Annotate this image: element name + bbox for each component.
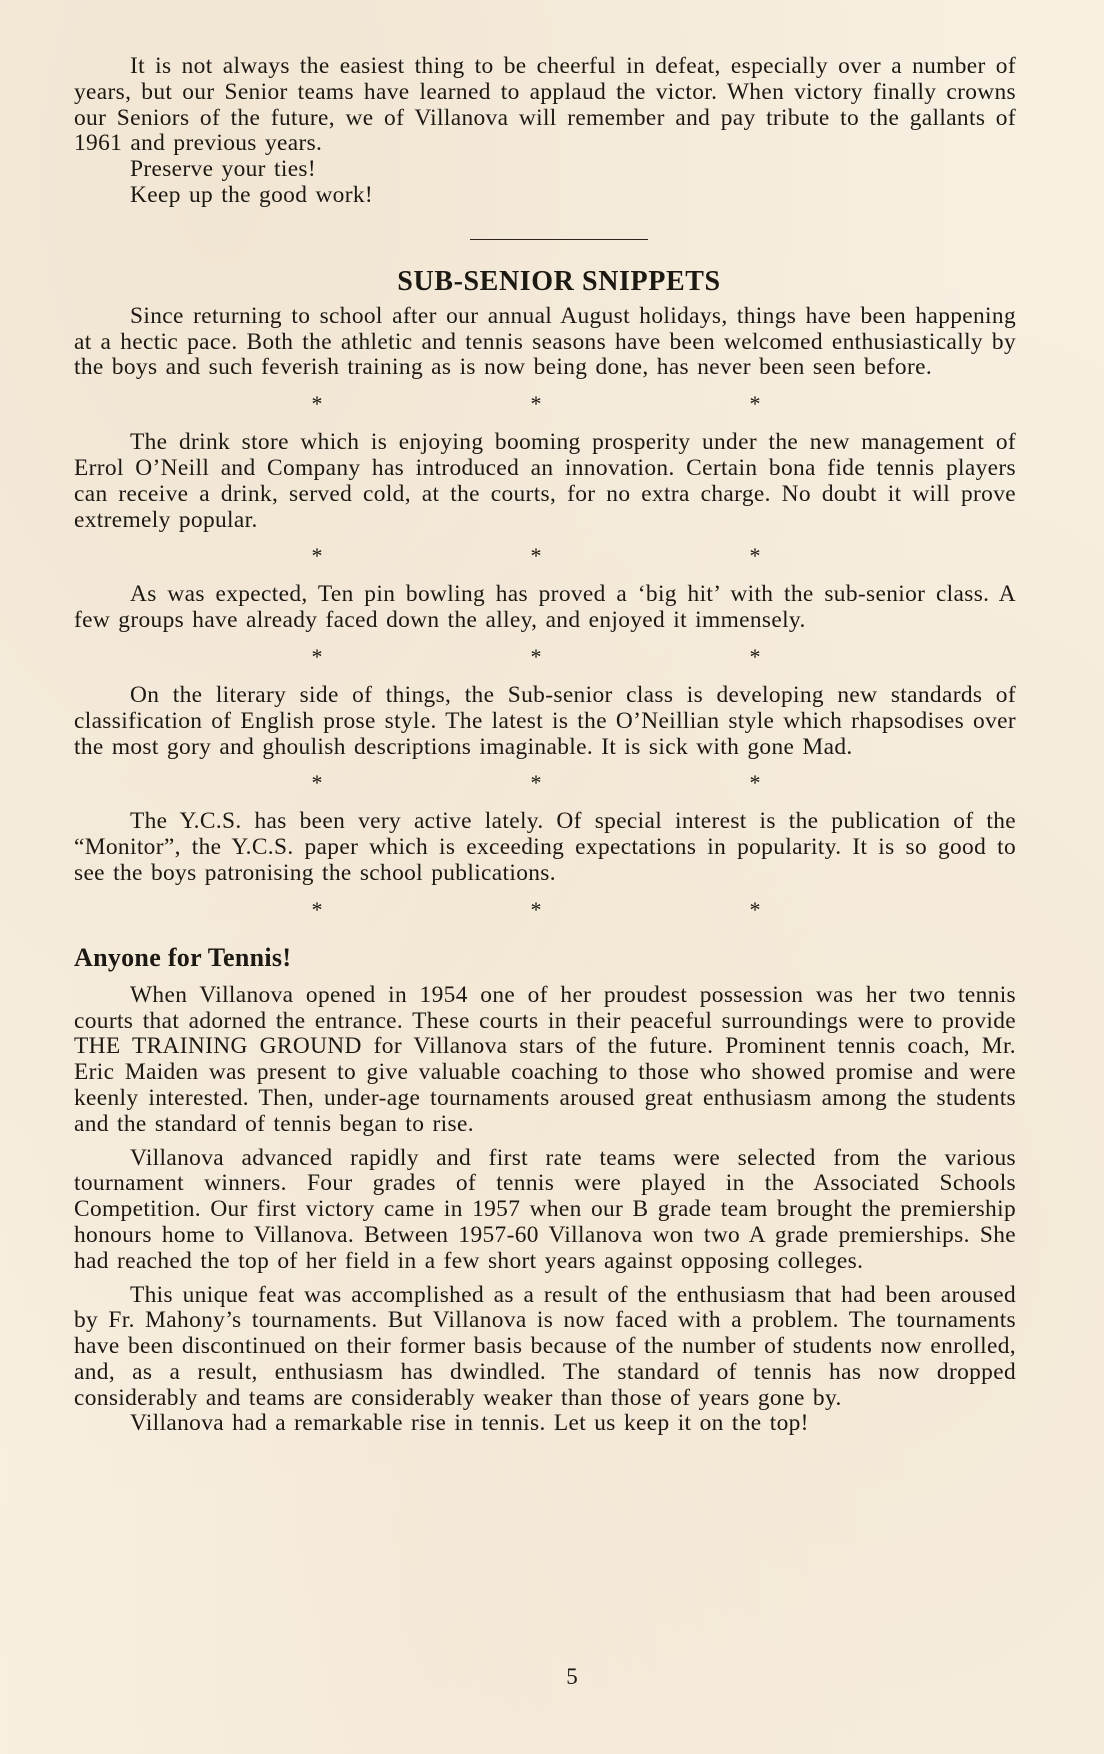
separator-star: *	[749, 391, 761, 417]
tennis-paragraph: When Villanova opened in 1954 one of her proudest possession was her two tennis courts that adorned the entrance. These courts in their peaceful surroundings were to provide THE TRAINING GROUND for Villanova stars of the future. Prominent tennis coach, Mr. Eric Maiden was present to give valuable coaching to those who showed promise and were keenly interested. Then, under-age tournaments aroused great enthusiasm among the students and the standard of tennis began to rise.	[74, 981, 1016, 1137]
separator-star: *	[311, 643, 323, 669]
snippet-paragraph: On the literary side of things, the Sub-senior class is developing new standards of classification of English prose style. The latest is the O’Neillian style which rhapsodises over the most gory and ghoulish descriptions imaginable. It is sick with gone Mad.	[74, 681, 1016, 760]
page-content	[74, 54, 1016, 1437]
separator-star: *	[311, 896, 323, 922]
separator-star: *	[530, 896, 542, 922]
snippet-paragraph: Since returning to school after our annual August holidays, things have been happening at a hectic pace. Both the athletic and tennis seasons have been welcomed enthusiastically by the boys and such feverish training as is now being done, has never been seen before.	[74, 302, 1016, 381]
tennis-heading: Anyone for Tennis!	[74, 942, 292, 972]
section-divider-rule	[470, 239, 648, 240]
separator-star: *	[311, 543, 323, 569]
star-separator	[310, 393, 762, 415]
separator-star: *	[311, 770, 323, 796]
star-separator	[310, 643, 762, 669]
separator-star: *	[749, 643, 761, 669]
page-number: 5	[566, 1664, 578, 1689]
tennis-paragraph: Villanova had a remarkable rise in tennis. Let us keep it on the top!	[130, 1410, 809, 1437]
intro-line-preserve: Preserve your ties!	[130, 156, 317, 183]
intro-line-keep-up: Keep up the good work!	[130, 181, 374, 208]
separator-star: *	[530, 391, 542, 417]
intro-paragraph: It is not always the easiest thing to be cheerful in defeat, especially over a number of years, but our Senior teams have learned to applaud the victor. When victory finally crowns our Seniors of the future, we of Villanova will remember and pay tribute to the gallants of 1961 and previous years.	[74, 53, 1016, 157]
snippet-paragraph: The Y.C.S. has been very active lately. Of special interest is the publication of the “Monitor”, the Y.C.S. paper which is exceeding expectations in popularity. It is so good to see the boys patronising the school publications.	[74, 808, 1016, 886]
separator-star: *	[530, 543, 542, 569]
separator-star: *	[749, 770, 761, 796]
separator-star: *	[530, 770, 542, 796]
separator-star: *	[749, 896, 761, 922]
separator-star: *	[530, 643, 542, 669]
snippet-paragraph: As was expected, Ten pin bowling has proved a ‘big hit’ with the sub-senior class. A few groups have already faced down the alley, and enjoyed it immensely.	[74, 581, 1016, 634]
separator-star: *	[311, 391, 323, 417]
separator-star: *	[749, 543, 761, 569]
star-separator	[310, 772, 762, 794]
star-separator	[310, 896, 762, 922]
tennis-paragraph: This unique feat was accomplished as a result of the enthusiasm that had been aroused by Fr. Mahony’s tournaments. But Villanova is now faced with a problem. The tournaments have been discontinued on their former basis because of the number of students now enrolled, and, as a result, enthusiasm has dwindled. The standard of tennis has now dropped considerably and teams are considerably weaker than those of years gone by.	[74, 1281, 1016, 1411]
section-title-sub-senior: SUB-SENIOR SNIPPETS	[397, 265, 721, 297]
tennis-paragraph: Villanova advanced rapidly and first rate teams were selected from the various tournament winners. Four grades of tennis were played in the Associated Schools Competition. Our first victory came in 1957 when our B grade team brought the premiership honours home to Villanova. Between 1957-60 Villanova won two A grade premierships. She had reached the top of her field in a few short years against opposing colleges.	[74, 1144, 1016, 1274]
snippet-paragraph: The drink store which is enjoying booming prosperity under the new management of Errol O’Neill and Company has introduced an innovation. Certain bona fide tennis players can receive a drink, served cold, at the courts, for no extra charge. No doubt it will prove extremely popular.	[74, 429, 1016, 533]
star-separator	[310, 545, 762, 567]
